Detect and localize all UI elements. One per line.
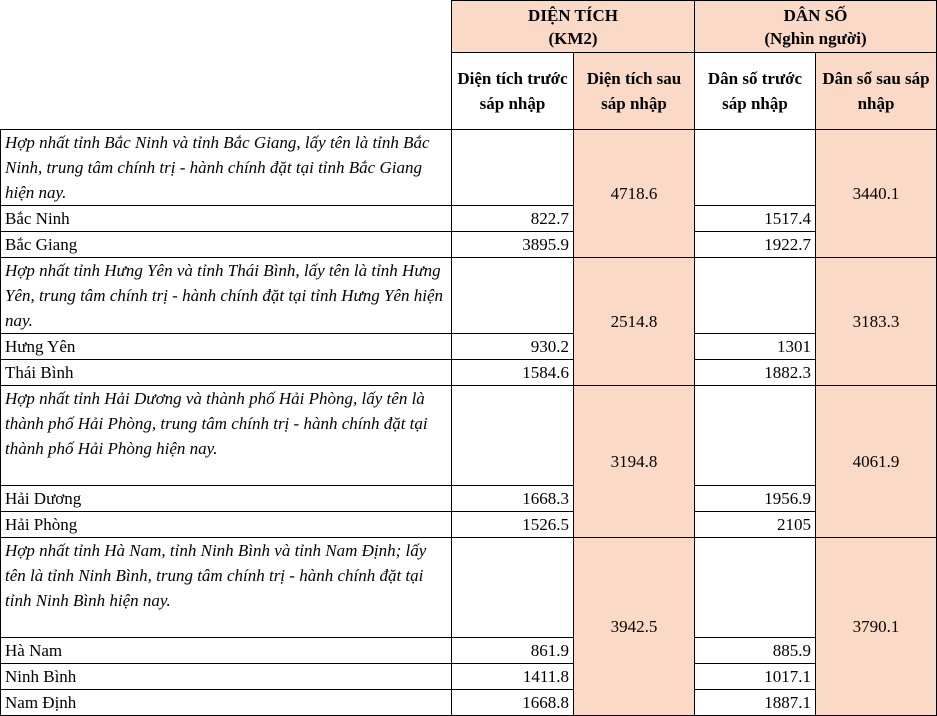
population-after-value: 4061.9 [816,386,937,538]
province-name: Hà Nam [1,638,452,664]
population-after-value: 3440.1 [816,130,937,258]
population-before-value: 885.9 [695,638,816,664]
table-row [1,664,937,690]
population-group-unit: (Nghìn người) [764,28,867,48]
area-after-value: 2514.8 [574,258,695,386]
population-before-value: 1922.7 [695,232,816,258]
table-row [1,512,937,538]
area-before-value: 3895.9 [452,232,574,258]
group-description: Hợp nhất tỉnh Bắc Ninh và tỉnh Bắc Giang, lấy tên là tỉnh Bắc Ninh, trung tâm chính trị - hành chính đặt tại tỉnh Bắc Giang hiện nay. [1,130,452,206]
group-description: Hợp nhất tỉnh Hải Dương và thành phố Hải Phòng, lấy tên là thành phố Hải Phòng, trung tâm chính trị - hành chính đặt tại thành phố Hải Phòng hiện nay. [1,386,452,486]
province-name: Hưng Yên [1,334,452,360]
area-before-value: 1526.5 [452,512,574,538]
table-row [1,690,937,716]
area-before-value: 822.7 [452,206,574,232]
area-group-unit: (KM2) [548,28,598,48]
area-group-header [452,1,695,53]
province-name: Nam Định [1,690,452,716]
group-description-row [1,538,937,638]
population-before-blank [695,538,816,638]
group-description-row [1,258,937,334]
area-after-value: 3194.8 [574,386,695,538]
population-before-value: 1887.1 [695,690,816,716]
area-before-value: 1411.8 [452,664,574,690]
population-after-value: 3790.1 [816,538,937,716]
province-name: Hải Phòng [1,512,452,538]
province-name: Bắc Ninh [1,206,452,232]
area-before-value: 1668.3 [452,486,574,512]
population-before-blank [695,386,816,486]
population-before-value: 2105 [695,512,816,538]
population-after-value: 3183.3 [816,258,937,386]
header-blank-cell [1,1,452,130]
area-before-value: 861.9 [452,638,574,664]
group-description-row [1,130,937,206]
table-row [1,360,937,386]
area-before-header: Diện tích trước sáp nhập [452,53,574,130]
group-description: Hợp nhất tỉnh Hà Nam, tỉnh Ninh Bình và tỉnh Nam Định; lấy tên là tỉnh Ninh Bình, trung tâm chính trị - hành chính đặt tại tỉnh Ninh Bình hiện nay. [1,538,452,638]
table-row [1,486,937,512]
group-description-row [1,386,937,486]
area-before-blank [452,130,574,206]
area-before-value: 1584.6 [452,360,574,386]
area-before-blank [452,538,574,638]
population-before-value: 1882.3 [695,360,816,386]
area-before-blank [452,386,574,486]
population-group-title: DÂN SỐ [783,5,848,25]
area-group-title: DIỆN TÍCH [528,5,618,25]
province-name: Hải Dương [1,486,452,512]
group-description: Hợp nhất tỉnh Hưng Yên và tỉnh Thái Bình, lấy tên là tỉnh Hưng Yên, trung tâm chính trị - hành chính đặt tại tỉnh Hưng Yên hiện nay. [1,258,452,334]
population-before-value: 1301 [695,334,816,360]
table-row [1,334,937,360]
population-group-header [695,1,937,53]
province-name: Ninh Bình [1,664,452,690]
population-before-header: Dân số trước sáp nhập [695,53,816,130]
table-row [1,232,937,258]
population-before-value: 1956.9 [695,486,816,512]
population-before-value: 1517.4 [695,206,816,232]
province-name: Thái Bình [1,360,452,386]
population-before-blank [695,258,816,334]
population-before-blank [695,130,816,206]
population-before-value: 1017.1 [695,664,816,690]
area-before-blank [452,258,574,334]
population-after-header: Dân số sau sáp nhập [816,53,937,130]
table-row [1,638,937,664]
area-after-value: 3942.5 [574,538,695,716]
province-name: Bắc Giang [1,232,452,258]
table-row [1,206,937,232]
area-after-value: 4718.6 [574,130,695,258]
area-after-header: Diện tích sau sáp nhập [574,53,695,130]
area-before-value: 930.2 [452,334,574,360]
area-before-value: 1668.8 [452,690,574,716]
